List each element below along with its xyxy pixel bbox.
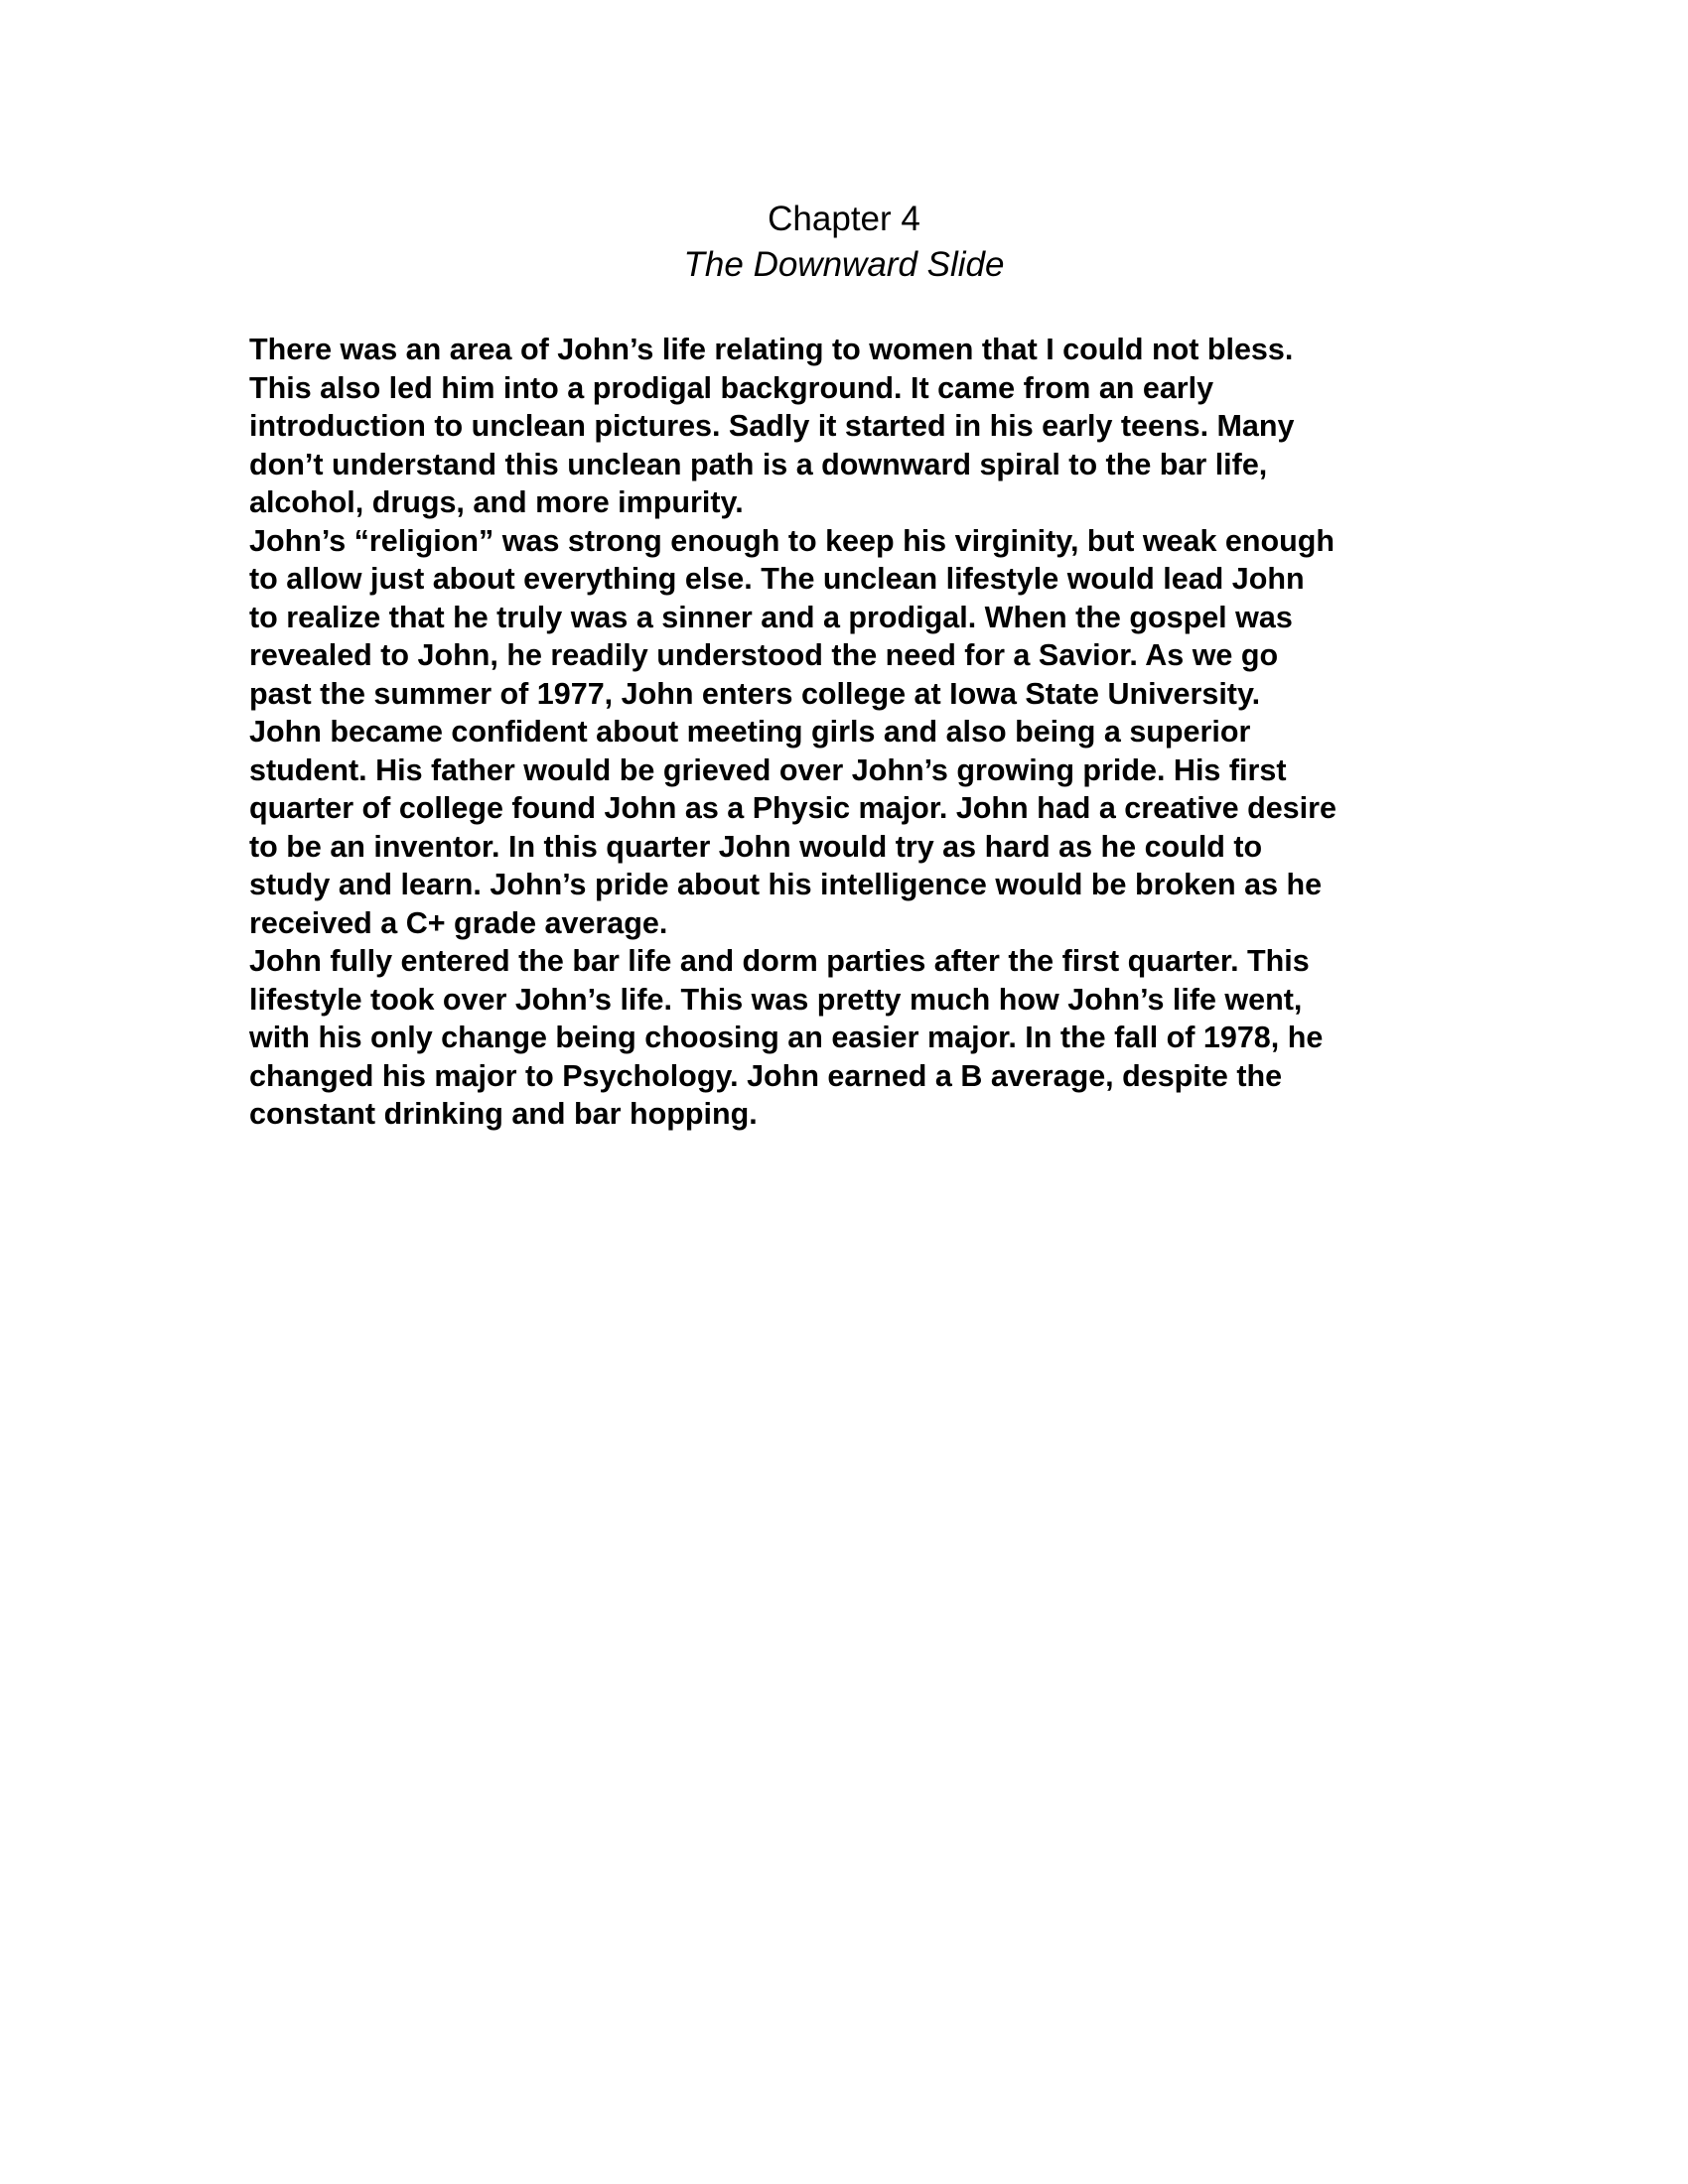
body-line: student. His father would be grieved over John’s growing pride. His first <box>249 752 1287 787</box>
body-line: constant drinking and bar hopping. <box>249 1097 758 1131</box>
body-line: revealed to John, he readily understood the need for a Savior. As we go <box>249 638 1279 672</box>
body-line: study and learn. John’s pride about his intelligence would be broken as he <box>249 868 1323 901</box>
chapter-title: The Downward Slide <box>683 245 1005 284</box>
body-line: quarter of college found John as a Physic major. John had a creative desire <box>249 791 1336 825</box>
body-line: to be an inventor. In this quarter John would try as hard as he could to <box>249 829 1263 864</box>
body-line: past the summer of 1977, John enters college at Iowa State University. <box>249 676 1261 711</box>
body-line: with his only change being choosing an easier major. In the fall of 1978, he <box>249 1021 1324 1054</box>
body-line: to realize that he truly was a sinner and a prodigal. When the gospel was <box>249 600 1293 634</box>
body-line: introduction to unclean pictures. Sadly it started in his early teens. Many <box>249 409 1295 443</box>
body-line: changed his major to Psychology. John earned a B average, despite the <box>249 1058 1283 1093</box>
chapter-number: Chapter 4 <box>768 200 920 238</box>
body-line: don’t understand this unclean path is a downward spiral to the bar life, <box>249 447 1268 481</box>
body-line: received a C+ grade average. <box>249 905 668 940</box>
body-line: John became confident about meeting girls and also being a superior <box>249 715 1251 749</box>
body-line: alcohol, drugs, and more impurity. <box>249 485 744 519</box>
body-line: This also led him into a prodigal background. It came from an early <box>249 370 1214 405</box>
body-line: There was an area of John’s life relating to women that I could not bless. <box>249 333 1294 366</box>
body-line: lifestyle took over John’s life. This was pretty much how John’s life went, <box>249 982 1303 1017</box>
body-line: John’s “religion” was strong enough to keep his virginity, but weak enough <box>249 523 1336 558</box>
chapter-body <box>249 331 1500 1134</box>
body-line: to allow just about everything else. The unclean lifestyle would lead John <box>249 562 1305 596</box>
body-line: John fully entered the bar life and dorm parties after the first quarter. This <box>249 944 1310 978</box>
chapter-header <box>0 197 1688 288</box>
